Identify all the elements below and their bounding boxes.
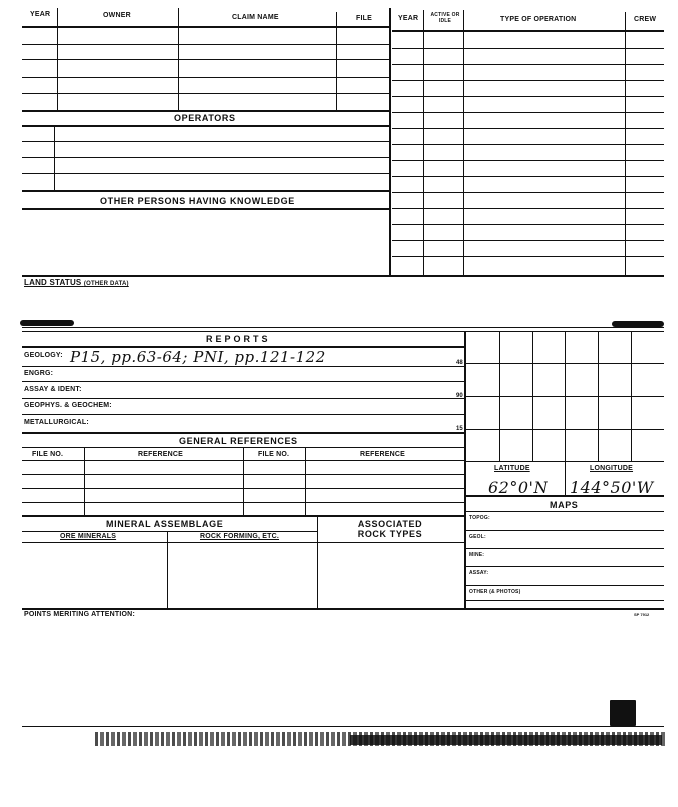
gr-reference-2: REFERENCE (360, 451, 405, 458)
rule (317, 516, 318, 608)
rule (22, 515, 465, 517)
rule (392, 224, 664, 225)
associated-rock-types-heading: ASSOCIATED ROCK TYPES (357, 519, 423, 539)
rule (22, 141, 390, 142)
rule (22, 157, 390, 158)
rule (465, 495, 664, 497)
rule (57, 8, 58, 111)
rule (392, 80, 664, 81)
land-status-note: (OTHER DATA) (83, 281, 129, 287)
rule (465, 396, 664, 397)
maps-other: OTHER (& PHOTOS) (469, 589, 521, 595)
rule (392, 256, 664, 257)
rock-forming-label: ROCK FORMING, ETC. (200, 533, 280, 540)
general-references-heading: GENERAL REFERENCES (179, 436, 298, 446)
assay-label: ASSAY & IDENT: (24, 386, 82, 393)
scan-noise-band (350, 735, 662, 745)
longitude-label: LONGITUDE (590, 465, 634, 472)
rule (465, 600, 664, 601)
rule (22, 531, 317, 532)
geology-code: 48 (456, 360, 463, 366)
header-year: YEAR (30, 11, 51, 18)
rule (84, 447, 85, 516)
header-year2: YEAR (398, 15, 419, 22)
rule (22, 93, 390, 94)
rule (243, 447, 244, 516)
maps-heading: MAPS (550, 500, 579, 510)
rule (167, 531, 168, 608)
rule (392, 112, 664, 113)
rule (22, 542, 465, 543)
header-active-or-idle: ACTIVE OR IDLE (430, 12, 460, 24)
rule (465, 511, 664, 512)
rule (392, 30, 664, 32)
gr-file-no-2: FILE NO. (258, 451, 290, 458)
land-status-label (24, 278, 129, 287)
rule (336, 12, 337, 110)
metallurgical-code: 15 (456, 426, 463, 432)
rule (465, 548, 664, 549)
rule (464, 331, 466, 609)
rule (22, 59, 390, 60)
rule (463, 10, 464, 276)
gr-reference-1: REFERENCE (138, 451, 183, 458)
header-file: FILE (356, 15, 372, 22)
gr-file-no-1: FILE NO. (32, 451, 64, 458)
rule (465, 585, 664, 586)
rule (54, 126, 55, 190)
maps-mine: MINE: (469, 552, 485, 558)
header-type-of-operation: TYPE OF OPERATION (500, 16, 577, 23)
rule (465, 566, 664, 567)
maps-geol: GEOL: (469, 534, 486, 540)
other-persons-heading: OTHER PERSONS HAVING KNOWLEDGE (100, 196, 295, 206)
reports-heading: REPORTS (206, 334, 271, 344)
rule (392, 240, 664, 241)
rule (22, 275, 664, 277)
rule (389, 8, 391, 276)
geology-value: P15, pp.63-64; PNI, pp.121-122 (70, 348, 326, 366)
header-crew: CREW (634, 16, 657, 23)
rule (22, 726, 664, 727)
rule (22, 26, 390, 28)
rule (392, 48, 664, 49)
operators-heading: OPERATORS (174, 113, 236, 123)
rule (22, 414, 465, 415)
mineral-assemblage-heading: MINERAL ASSEMBLAGE (106, 519, 224, 529)
rule (465, 429, 664, 430)
rule (22, 608, 664, 610)
rule (22, 432, 465, 434)
rule (22, 366, 465, 367)
rule (392, 144, 664, 145)
rule (465, 363, 664, 364)
rule (22, 208, 390, 210)
rule (22, 190, 390, 192)
longitude-value: 144°50'W (570, 478, 654, 497)
ore-minerals-label: ORE MINERALS (60, 533, 117, 540)
rule (465, 530, 664, 531)
rule (22, 125, 390, 127)
form-number: SP 7912 (634, 612, 650, 617)
points-meriting-attention-label: POINTS MERITING ATTENTION: (24, 611, 135, 618)
scan-mark (610, 700, 636, 726)
rule (22, 331, 664, 332)
land-status-text: LAND STATUS (24, 278, 82, 287)
rule (22, 173, 390, 174)
rule (392, 192, 664, 193)
assay-code: 90 (456, 393, 463, 399)
rule (392, 96, 664, 97)
rule (22, 77, 390, 78)
latitude-value: 62°0'N (488, 478, 548, 497)
maps-assay: ASSAY: (469, 570, 489, 576)
maps-topog: TOPOG: (469, 515, 490, 521)
rule (22, 381, 465, 382)
rule (178, 8, 179, 111)
header-owner: OWNER (103, 12, 131, 19)
rule (392, 208, 664, 209)
metallurgical-label: METALLURGICAL: (24, 419, 89, 426)
rule (22, 398, 465, 399)
rule (392, 64, 664, 65)
latitude-label: LATITUDE (494, 465, 530, 472)
rule (423, 10, 424, 276)
rule (22, 110, 390, 112)
geology-label: GEOLOGY: (24, 352, 63, 359)
header-claim-name: CLAIM NAME (232, 14, 279, 21)
rule (565, 461, 566, 495)
engrg-label: ENGRG: (24, 370, 54, 377)
geophys-label: GEOPHYS. & GEOCHEM: (24, 402, 112, 409)
rule (22, 44, 390, 45)
rule (392, 160, 664, 161)
rule (392, 128, 664, 129)
rule (305, 447, 306, 516)
ink-smudge (20, 320, 74, 326)
rule (392, 176, 664, 177)
rule (22, 327, 664, 328)
